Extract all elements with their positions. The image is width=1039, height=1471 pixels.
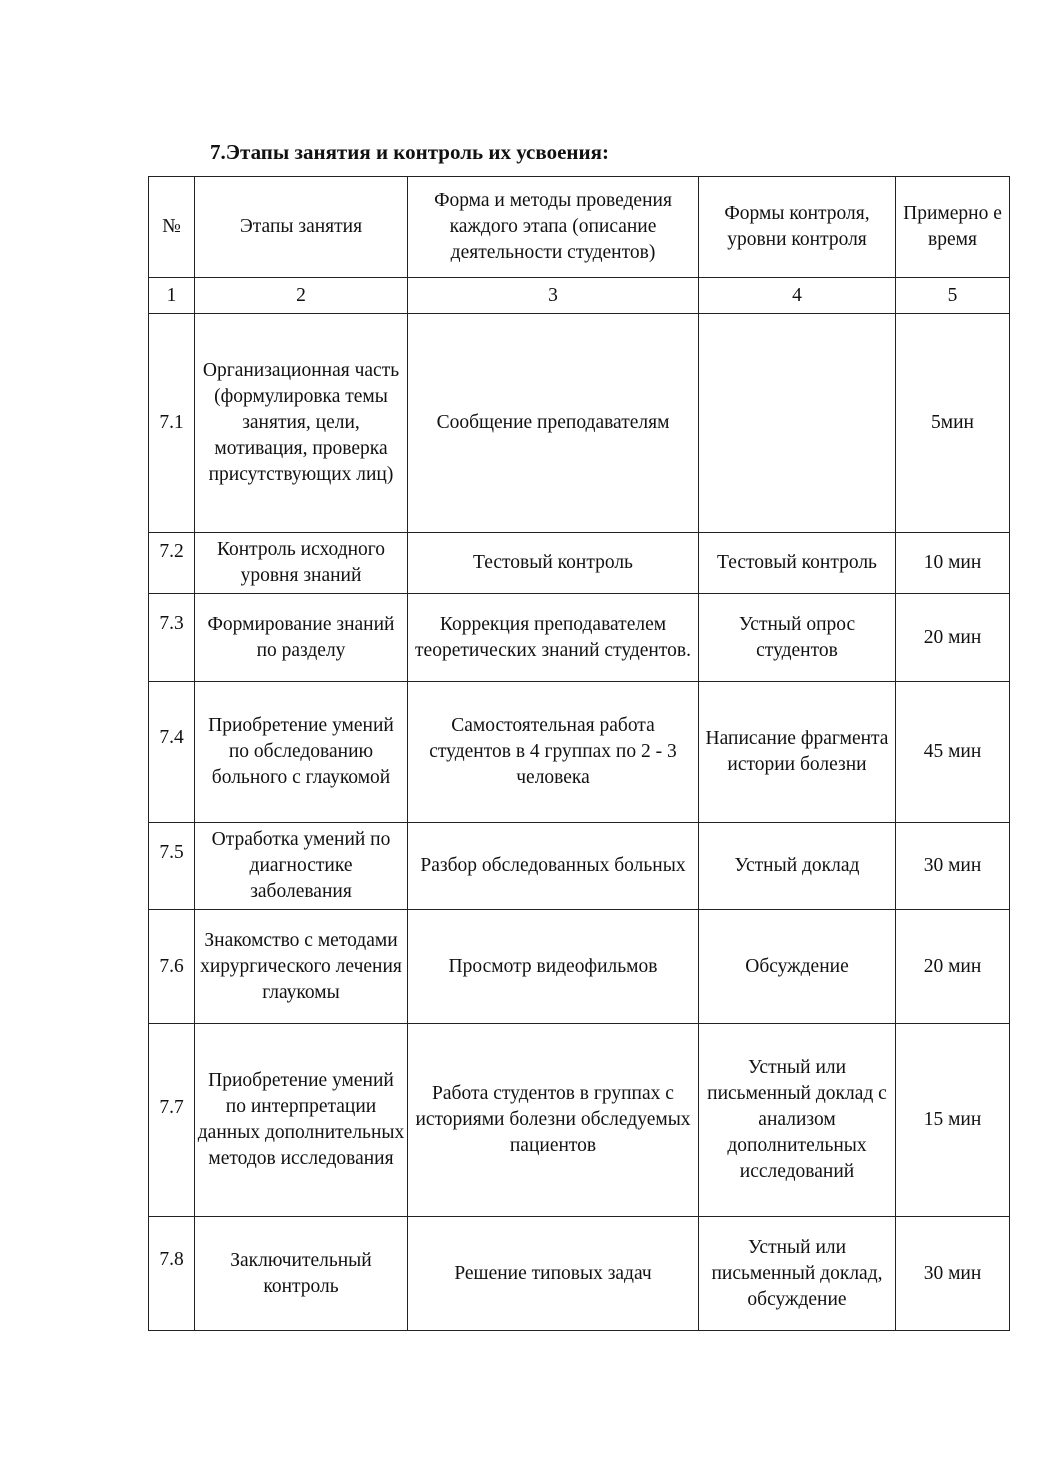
- column-number: 3: [408, 278, 699, 314]
- stage-name: Отработка умений по диагностике заболевания: [195, 823, 408, 910]
- header-row: [149, 177, 1010, 278]
- stage-control: Написание фрагмента истории болезни: [699, 682, 896, 823]
- stage-number: 7.1: [149, 314, 195, 533]
- stage-control: Устный доклад: [699, 823, 896, 910]
- stage-method: Тестовый контроль: [408, 533, 699, 594]
- stage-method: Сообщение преподавателям: [408, 314, 699, 533]
- stage-name: Знакомство с методами хирургического лечения глаукомы: [195, 910, 408, 1024]
- stage-method: Разбор обследованных больных: [408, 823, 699, 910]
- header-cell-time: Примерно е время: [896, 177, 1010, 278]
- table-row: [149, 682, 1010, 823]
- table-row: [149, 823, 1010, 910]
- table-row: [149, 910, 1010, 1024]
- stage-number: 7.5: [149, 823, 195, 910]
- column-number: 5: [896, 278, 1010, 314]
- stage-time: 10 мин: [896, 533, 1010, 594]
- column-number: 1: [149, 278, 195, 314]
- stage-method: Работа студентов в группах с историями болезни обследуемых пациентов: [408, 1024, 699, 1217]
- stage-number: 7.8: [149, 1217, 195, 1331]
- stage-method: Самостоятельная работа студентов в 4 группах по 2 - 3 человека: [408, 682, 699, 823]
- stage-time: 5мин: [896, 314, 1010, 533]
- stage-name: Заключительный контроль: [195, 1217, 408, 1331]
- stage-control: Тестовый контроль: [699, 533, 896, 594]
- header-cell-control: Формы контроля, уровни контроля: [699, 177, 896, 278]
- table-row: [149, 594, 1010, 682]
- stage-method: Просмотр видеофильмов: [408, 910, 699, 1024]
- stage-control: Устный или письменный доклад, обсуждение: [699, 1217, 896, 1331]
- stage-number: 7.3: [149, 594, 195, 682]
- stage-name: Контроль исходного уровня знаний: [195, 533, 408, 594]
- table-row: [149, 1217, 1010, 1331]
- stage-number: 7.2: [149, 533, 195, 594]
- stage-method: Коррекция преподавателем теоретических знаний студентов.: [408, 594, 699, 682]
- stage-time: 30 мин: [896, 1217, 1010, 1331]
- stage-time: 20 мин: [896, 910, 1010, 1024]
- stage-number: 7.6: [149, 910, 195, 1024]
- stage-method: Решение типовых задач: [408, 1217, 699, 1331]
- column-number: 2: [195, 278, 408, 314]
- table-row: [149, 314, 1010, 533]
- stage-number: 7.4: [149, 682, 195, 823]
- stage-time: 20 мин: [896, 594, 1010, 682]
- header-cell-number: №: [149, 177, 195, 278]
- stage-name: Приобретение умений по обследованию больного с глаукомой: [195, 682, 408, 823]
- header-cell-stage: Этапы занятия: [195, 177, 408, 278]
- page-title: 7.Этапы занятия и контроль их усвоения:: [210, 140, 609, 164]
- stage-control: [699, 314, 896, 533]
- stage-name: Организационная часть (формулировка темы занятия, цели, мотивация, проверка присутствующих лиц): [195, 314, 408, 533]
- stage-control: Обсуждение: [699, 910, 896, 1024]
- stage-number: 7.7: [149, 1024, 195, 1217]
- stage-name: Приобретение умений по интерпретации данных дополнительных методов исследования: [195, 1024, 408, 1217]
- stage-name: Формирование знаний по разделу: [195, 594, 408, 682]
- stage-time: 30 мин: [896, 823, 1010, 910]
- table-row: [149, 533, 1010, 594]
- column-number: 4: [699, 278, 896, 314]
- column-number-row: [149, 278, 1010, 314]
- table-row: [149, 1024, 1010, 1217]
- header-cell-method: Форма и методы проведения каждого этапа (описание деятельности студентов): [408, 177, 699, 278]
- stage-control: Устный опрос студентов: [699, 594, 896, 682]
- stage-control: Устный или письменный доклад с анализом дополнительных исследований: [699, 1024, 896, 1217]
- stage-time: 45 мин: [896, 682, 1010, 823]
- stages-table: [148, 176, 1010, 1331]
- stage-time: 15 мин: [896, 1024, 1010, 1217]
